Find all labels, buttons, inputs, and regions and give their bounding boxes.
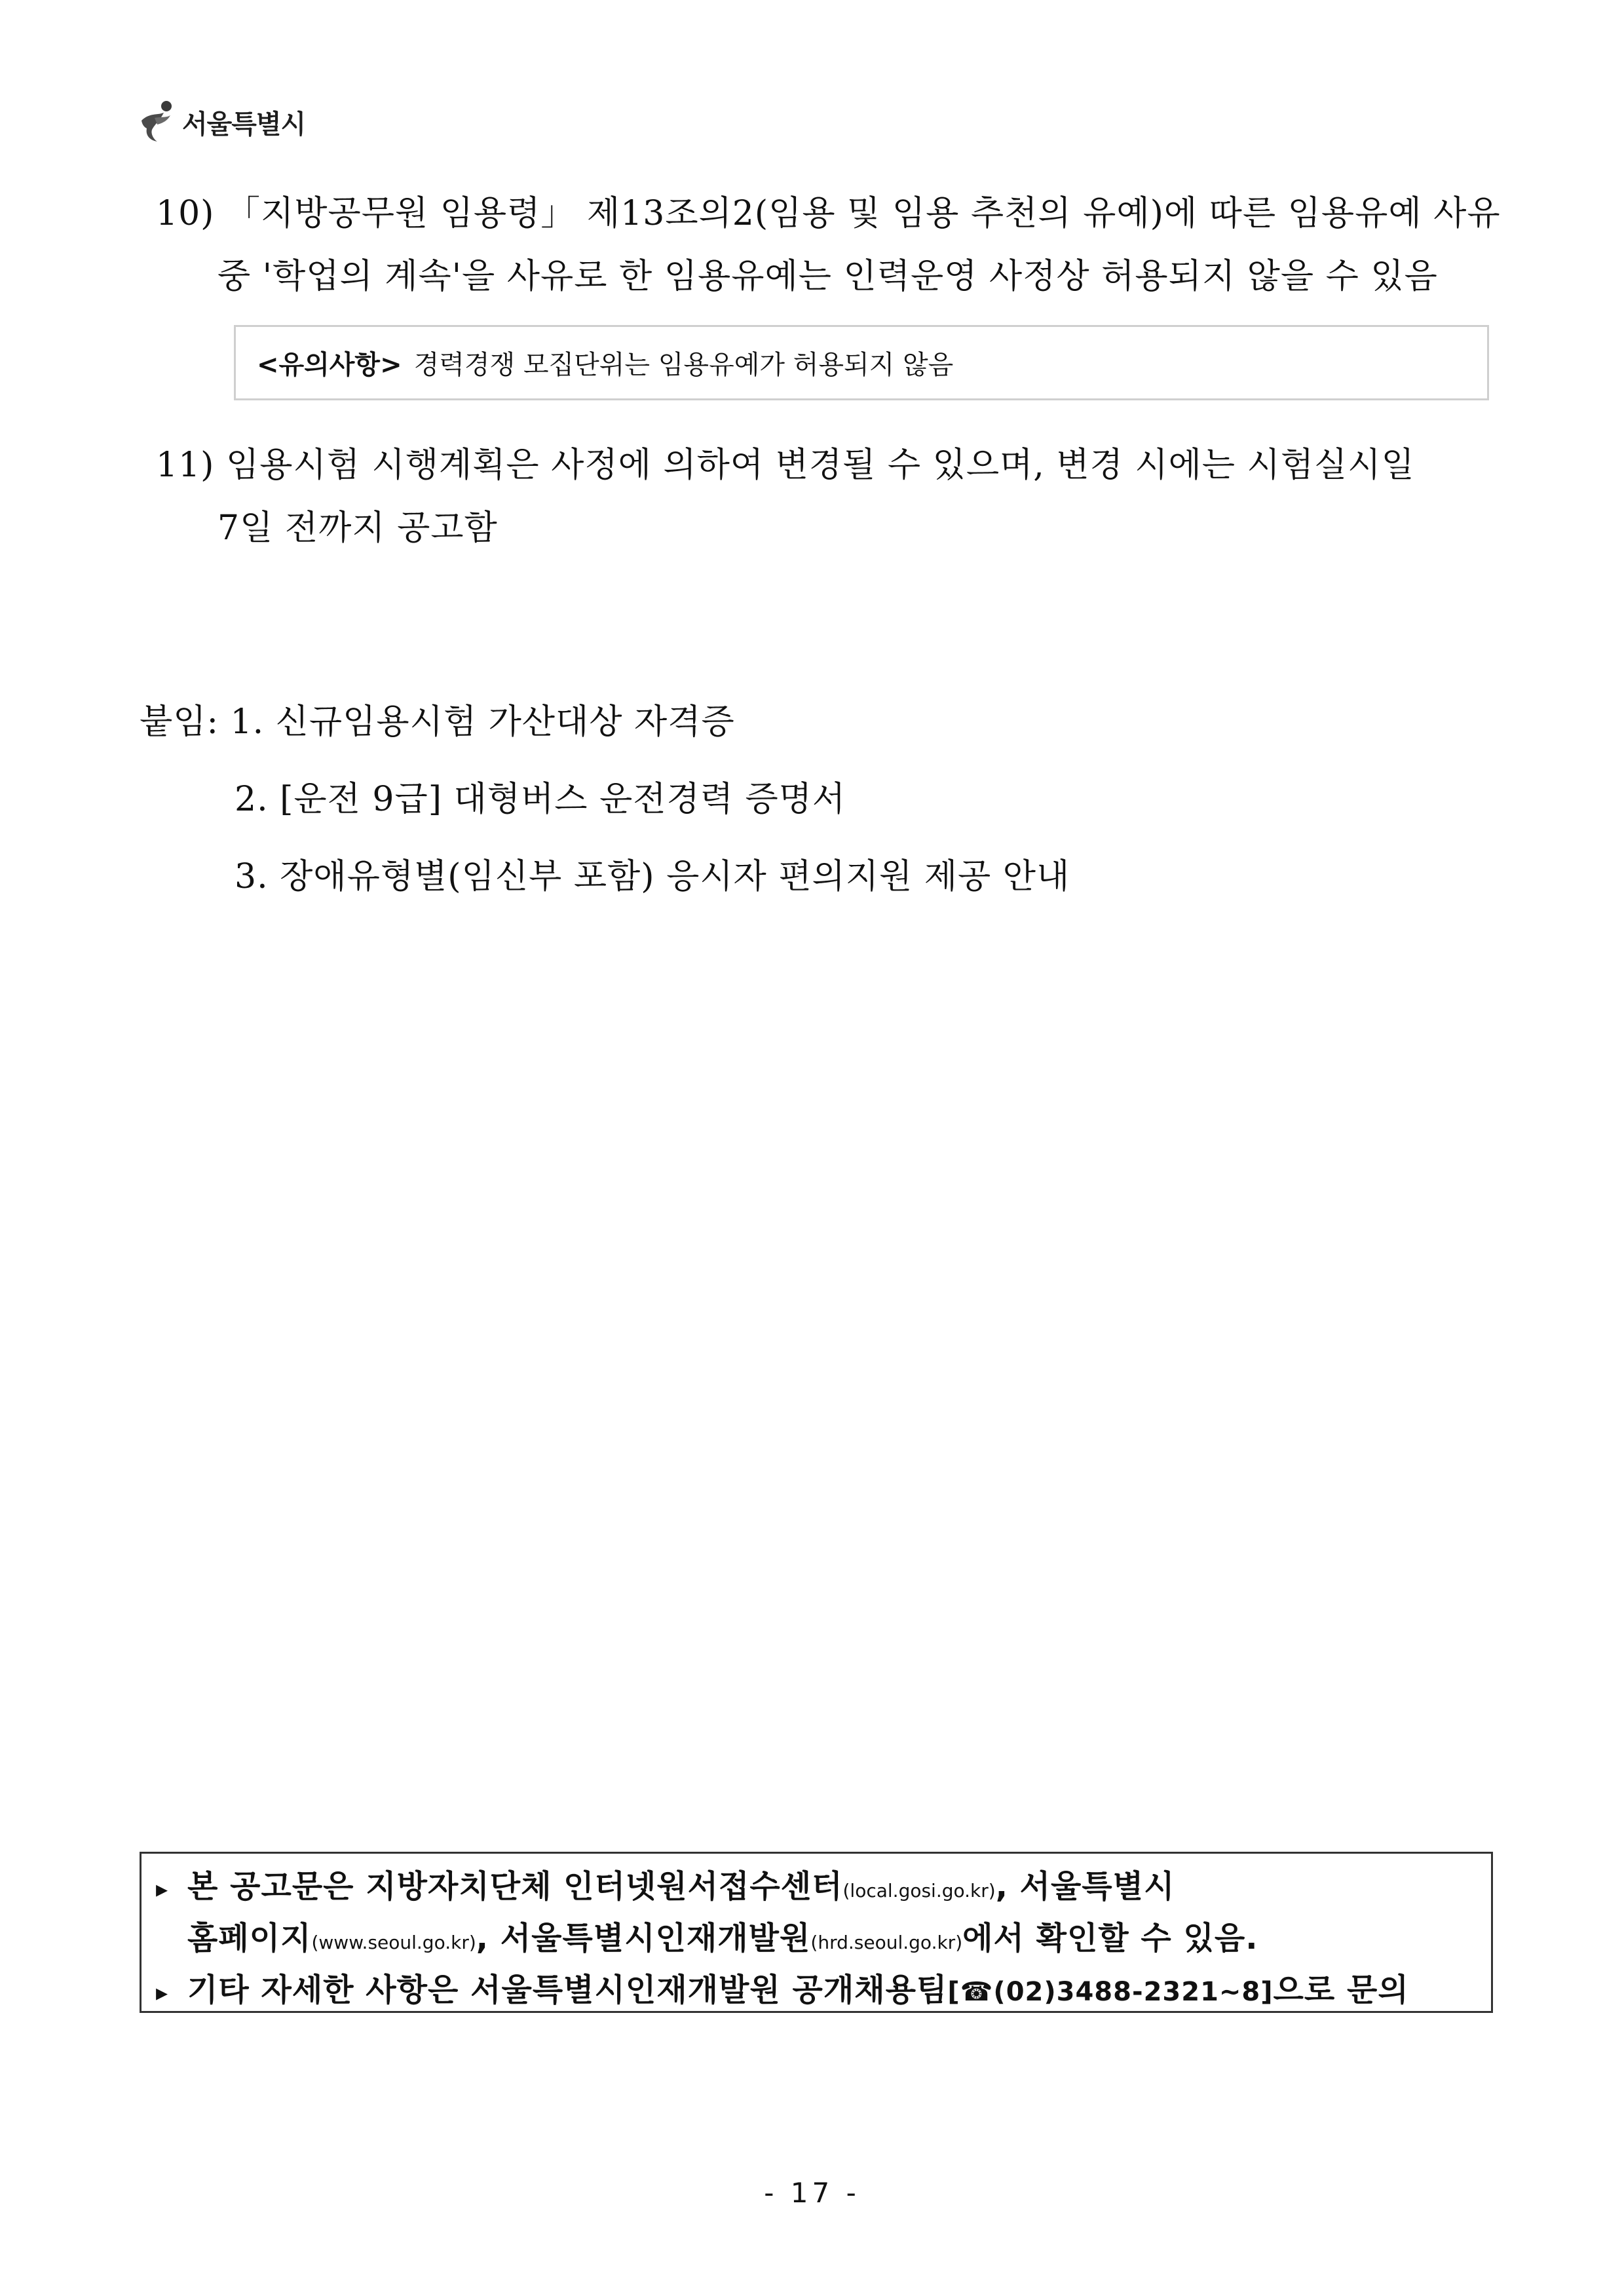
item-10-line2: 중 '학업의 계속'을 사유로 한 임용유예는 인력운영 사정상 허용되지 않을 수 있음 bbox=[217, 257, 1438, 296]
page-number: - 17 - bbox=[764, 2177, 860, 2209]
footer-text: 본 공고문은 지방자치단체 인터넷원서접수센터 bbox=[187, 1868, 843, 1905]
notice-label: <유의사항> bbox=[257, 350, 402, 380]
footer-text: 으로 문의 bbox=[1273, 1972, 1409, 2008]
item-10-text-1: 「지방공무원 임용령」 제13조의2(임용 및 임용 추천의 유예)에 따른 임용유예 사유 bbox=[226, 194, 1501, 233]
footer-text: 기타 자세한 사항은 서울특별시인재개발원 공개채용팀 bbox=[187, 1972, 948, 2008]
attachments-label: 붙임: bbox=[140, 702, 219, 742]
bullet-triangle-icon: ▸ bbox=[156, 1980, 169, 2006]
item-11-number: 11) bbox=[156, 446, 215, 485]
footer-line-2 bbox=[156, 1915, 1491, 1966]
footer-notice-box bbox=[140, 1852, 1493, 2013]
contact-phone: [☎(02)3488-2321~8] bbox=[947, 1977, 1274, 2007]
url-hrd-seoul: (hrd.seoul.go.kr) bbox=[810, 1932, 963, 1953]
footer-line-3 bbox=[156, 1966, 1491, 2017]
notice-box bbox=[234, 325, 1489, 400]
attachment-item: 2. [운전 9급] 대형버스 운전경력 증명서 bbox=[235, 780, 846, 819]
footer-text: 에서 확인할 수 있음. bbox=[962, 1920, 1258, 1957]
seoul-city-symbol-icon bbox=[138, 98, 177, 145]
attachment-item: 3. 장애유형별(임신부 포함) 응시자 편의지원 제공 안내 bbox=[235, 857, 1070, 896]
notice-text: 경력경쟁 모집단위는 임용유예가 허용되지 않음 bbox=[413, 350, 954, 380]
item-10-line1 bbox=[156, 194, 1501, 233]
footer-text: , 서울특별시 bbox=[995, 1868, 1175, 1905]
item-11-text-1: 임용시험 시행계획은 사정에 의하여 변경될 수 있으며, 변경 시에는 시험실시일 bbox=[226, 446, 1415, 485]
seoul-logo bbox=[138, 98, 305, 145]
footer-text: 홈페이지 bbox=[187, 1920, 312, 1957]
footer-text: , 서울특별시인재개발원 bbox=[476, 1920, 811, 1957]
url-seoul: (www.seoul.go.kr) bbox=[311, 1932, 476, 1953]
attachments-line1 bbox=[140, 702, 735, 742]
item-11-line1 bbox=[156, 446, 1415, 485]
bullet-triangle-icon: ▸ bbox=[156, 1876, 169, 1903]
logo-text: 서울특별시 bbox=[182, 109, 306, 140]
footer-line-1 bbox=[156, 1863, 1491, 1915]
item-11-line2: 7일 전까지 공고함 bbox=[217, 508, 498, 548]
item-10-number: 10) bbox=[156, 194, 215, 233]
attachment-item: 1. 신규임용시험 가산대상 자격증 bbox=[230, 702, 735, 742]
url-local-gosi: (local.gosi.go.kr) bbox=[842, 1880, 996, 1902]
